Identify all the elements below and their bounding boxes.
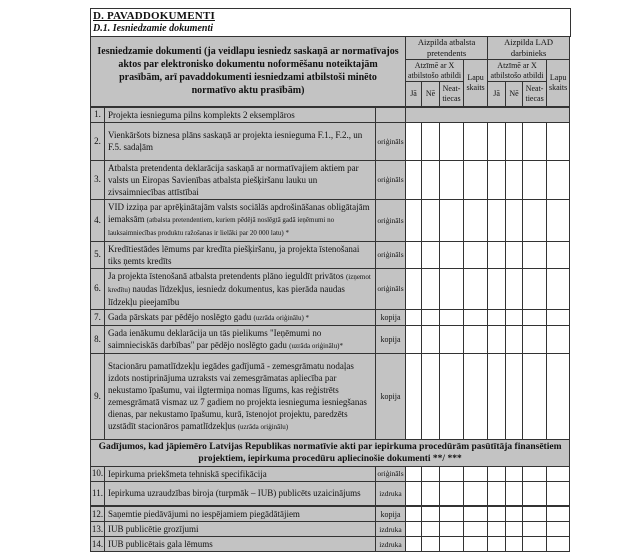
table-row [91, 353, 570, 439]
document-name [105, 309, 376, 325]
applicant-pages-header: Lapu skaits [464, 60, 488, 107]
lad-yes-cell[interactable] [488, 122, 506, 160]
lad-no-cell[interactable] [506, 537, 523, 552]
applicant-group-header: Aizpilda atbalsta pretendents [406, 37, 488, 60]
document-type: izdruka [376, 481, 406, 506]
applicant-na-cell[interactable] [440, 481, 464, 506]
document-type: kopija [376, 353, 406, 439]
table-row [91, 160, 570, 199]
applicant-yes-cell[interactable] [406, 241, 422, 268]
lad-na-cell[interactable] [523, 522, 547, 537]
table-row [91, 325, 570, 353]
applicant-na-cell[interactable] [440, 522, 464, 537]
document-type: izdruka [376, 537, 406, 552]
applicant-pages-cell[interactable] [464, 122, 488, 160]
applicant-yes-header: Jā [406, 82, 422, 107]
applicant-pages-cell[interactable] [464, 309, 488, 325]
procurement-section-row [91, 439, 570, 466]
lad-no-cell[interactable] [506, 466, 523, 481]
lad-yes-cell[interactable] [488, 537, 506, 552]
document-name: Vienkāršots biznesa plāns saskaņā ar projekta iesnieguma F.1., F.2., un F.5. sadaļām [105, 122, 376, 160]
procurement-section-header: Gadījumos, kad jāpiemēro Latvijas Republikas normatīvie akti par iepirkuma procedūrām pasūtītāja finansētiem projektiem, iepirkuma procedūru apliecinošie dokumenti **/ *** [91, 439, 570, 466]
lad-pages-cell[interactable] [547, 537, 570, 552]
lad-pages-cell[interactable] [547, 309, 570, 325]
applicant-no-cell[interactable] [422, 522, 440, 537]
row-number: 12. [91, 506, 105, 522]
applicant-no-cell[interactable] [422, 481, 440, 506]
document-text: Gada pārskats par pēdējo noslēgto gadu [108, 311, 254, 322]
applicant-no-cell[interactable] [422, 309, 440, 325]
document-text: VID izziņa par aprēķinātajām valsts sociālās apdrošināšanas obligātajām iemaksām [108, 202, 370, 224]
lad-na-cell[interactable] [523, 160, 547, 199]
row-number: 11. [91, 481, 105, 506]
lad-yes-cell[interactable] [488, 268, 506, 309]
document-type: oriģināls [376, 241, 406, 268]
lad-no-cell[interactable] [506, 481, 523, 506]
lad-yes-cell[interactable] [488, 160, 506, 199]
document-name [105, 199, 376, 241]
merged-gray-cell [406, 107, 570, 123]
applicant-pages-cell[interactable] [464, 506, 488, 522]
row-number: 9. [91, 353, 105, 439]
document-type: oriģināls [376, 160, 406, 199]
table-row [91, 309, 570, 325]
row-number: 13. [91, 522, 105, 537]
lad-pages-cell[interactable] [547, 466, 570, 481]
applicant-yes-cell[interactable] [406, 481, 422, 506]
lad-pages-cell[interactable] [547, 522, 570, 537]
row-number: 2. [91, 122, 105, 160]
lad-yes-cell[interactable] [488, 466, 506, 481]
lad-na-cell[interactable] [523, 241, 547, 268]
applicant-pages-cell[interactable] [464, 241, 488, 268]
lad-na-cell[interactable] [523, 353, 547, 439]
table-row [91, 199, 570, 241]
row-number: 6. [91, 268, 105, 309]
applicant-yes-cell[interactable] [406, 268, 422, 309]
row-number: 10. [91, 466, 105, 481]
applicant-pages-cell[interactable] [464, 199, 488, 241]
table-row [91, 241, 570, 268]
applicant-pages-cell[interactable] [464, 353, 488, 439]
applicant-na-cell[interactable] [440, 506, 464, 522]
applicant-no-cell[interactable] [422, 268, 440, 309]
documents-table [90, 36, 570, 552]
applicant-pages-cell[interactable] [464, 325, 488, 353]
lad-na-cell[interactable] [523, 122, 547, 160]
document-type: oriģināls [376, 466, 406, 481]
lad-no-cell[interactable] [506, 522, 523, 537]
applicant-na-cell[interactable] [440, 309, 464, 325]
lad-yes-cell[interactable] [488, 199, 506, 241]
row-number: 8. [91, 325, 105, 353]
applicant-yes-cell[interactable] [406, 309, 422, 325]
row-number: 14. [91, 537, 105, 552]
applicant-yes-cell[interactable] [406, 537, 422, 552]
applicant-no-cell[interactable] [422, 506, 440, 522]
document-name [105, 353, 376, 439]
document-name [105, 268, 376, 309]
applicant-no-cell[interactable] [422, 466, 440, 481]
document-text: Stacionāru pamatlīdzekļu iegādes gadījumā - zemesgrāmatu nodaļas izdots nostiprinājuma uzraksts vai zemesgrāmatas apliecība par nekustamo īpašumu, vai ilgtermiņa nomas līgums, kas reģistrēts zemesgrāmatā vismaz uz 7 gadiem no projekta iesnieguma iesniegšanas dienas, par nekustamo īpašumu, kurā, īstenojot projektu, paredzēts uzstādīt stacionāros pamatlīdzekļus [108, 360, 367, 431]
document-note: (uzrāda oriģinālu) * [253, 313, 310, 322]
lad-no-cell[interactable] [506, 122, 523, 160]
document-name: Atbalsta pretendenta deklarācija saskaņā ar normatīvajiem aktiem par valsts un Eiropas Savienības atbalsta piešķiršanu lauku un zivsaimniecības attīstībai [105, 160, 376, 199]
table-row [91, 522, 570, 537]
lad-pages-cell[interactable] [547, 506, 570, 522]
lad-na-cell[interactable] [523, 466, 547, 481]
lad-na-cell[interactable] [523, 268, 547, 309]
applicant-yes-cell[interactable] [406, 522, 422, 537]
table-row [91, 107, 570, 123]
lad-no-cell[interactable] [506, 160, 523, 199]
lad-pages-cell[interactable] [547, 199, 570, 241]
lad-na-cell[interactable] [523, 309, 547, 325]
applicant-na-cell[interactable] [440, 537, 464, 552]
document-note: (izņemot kredītu) [108, 272, 371, 294]
applicant-pages-cell[interactable] [464, 466, 488, 481]
applicant-pages-cell[interactable] [464, 537, 488, 552]
lad-no-cell[interactable] [506, 309, 523, 325]
section-subtitle: D.1. Iesniedzamie dokumenti [93, 23, 214, 34]
applicant-na-cell[interactable] [440, 199, 464, 241]
table-row [91, 537, 570, 552]
lad-na-cell[interactable] [523, 325, 547, 353]
lad-pages-cell[interactable] [547, 122, 570, 160]
lad-no-cell[interactable] [506, 199, 523, 241]
lad-group-header: Aizpilda LAD darbinieks [488, 37, 570, 60]
document-type: oriģināls [376, 199, 406, 241]
applicant-na-cell[interactable] [440, 241, 464, 268]
document-text: Gada ienākumu deklarācija un tās pielikums "Ieņēmumi no saimnieciskās darbības" par pēdējo noslēgto gadu [108, 327, 322, 350]
applicant-mark-x-header: Atzīmē ar X atbilstošo atbildi [406, 60, 464, 82]
lad-yes-header: Jā [488, 82, 506, 107]
lad-na-header: Neat-tiecas [523, 82, 547, 107]
document-name [105, 325, 376, 353]
lad-pages-cell[interactable] [547, 241, 570, 268]
lad-na-cell[interactable] [523, 199, 547, 241]
document-type [376, 107, 406, 123]
applicant-no-cell[interactable] [422, 537, 440, 552]
row-number: 7. [91, 309, 105, 325]
lad-no-cell[interactable] [506, 241, 523, 268]
lad-mark-x-header: Atzīmē ar X atbilstošo atbildi [488, 60, 547, 82]
lad-pages-cell[interactable] [547, 481, 570, 506]
document-text: Ja projekta īstenošanā atbalsta pretendents plāno ieguldīt privātos [108, 270, 346, 281]
applicant-yes-cell[interactable] [406, 122, 422, 160]
applicant-pages-cell[interactable] [464, 160, 488, 199]
applicant-na-cell[interactable] [440, 353, 464, 439]
applicant-pages-cell[interactable] [464, 268, 488, 309]
applicant-na-cell[interactable] [440, 268, 464, 309]
row-number: 1. [91, 107, 105, 123]
applicant-yes-cell[interactable] [406, 160, 422, 199]
applicant-na-cell[interactable] [440, 466, 464, 481]
document-name: Iepirkuma uzraudzības biroja (turpmāk – IUB) publicēts uzaicinājums [105, 481, 376, 506]
row-number: 4. [91, 199, 105, 241]
applicant-pages-cell[interactable] [464, 481, 488, 506]
document-note: (uzrāda oriģinālu) [237, 422, 289, 431]
document-name: Kredītiestādes lēmums par kredīta piešķiršanu, ja projekta īstenošanai tiks ņemts kredīts [105, 241, 376, 268]
document-type: oriģināls [376, 268, 406, 309]
lad-no-cell[interactable] [506, 268, 523, 309]
document-type: kopija [376, 325, 406, 353]
lad-yes-cell[interactable] [488, 353, 506, 439]
applicant-na-cell[interactable] [440, 122, 464, 160]
lad-yes-cell[interactable] [488, 522, 506, 537]
applicant-no-cell[interactable] [422, 199, 440, 241]
lad-no-cell[interactable] [506, 325, 523, 353]
document-name: Saņemtie piedāvājumi no iespējamiem piegādātājiem [105, 506, 376, 522]
section-header [90, 8, 571, 37]
lad-pages-header: Lapu skaits [547, 60, 570, 107]
table-row [91, 122, 570, 160]
document-type: kopija [376, 309, 406, 325]
lad-pages-cell[interactable] [547, 353, 570, 439]
applicant-yes-cell[interactable] [406, 506, 422, 522]
table-row [91, 506, 570, 522]
applicant-yes-cell[interactable] [406, 199, 422, 241]
applicant-no-cell[interactable] [422, 241, 440, 268]
applicant-no-cell[interactable] [422, 353, 440, 439]
document-type: kopija [376, 506, 406, 522]
lad-na-cell[interactable] [523, 481, 547, 506]
document-name: Projekta iesnieguma pilns komplekts 2 eksemplāros [105, 107, 376, 123]
lad-pages-cell[interactable] [547, 268, 570, 309]
lad-yes-cell[interactable] [488, 241, 506, 268]
lad-yes-cell[interactable] [488, 506, 506, 522]
document-note: (uzrāda oriģinālu)* [289, 341, 343, 350]
row-number: 3. [91, 160, 105, 199]
document-name: Iepirkuma priekšmeta tehniskā specifikācija [105, 466, 376, 481]
section-title: D. PAVADDOKUMENTI [93, 10, 215, 22]
lad-no-cell[interactable] [506, 506, 523, 522]
table-row [91, 466, 570, 481]
lad-yes-cell[interactable] [488, 325, 506, 353]
lad-yes-cell[interactable] [488, 481, 506, 506]
lad-na-cell[interactable] [523, 537, 547, 552]
applicant-no-cell[interactable] [422, 325, 440, 353]
documents-column-header: Iesniedzamie dokumenti (ja veidlapu iesniedz saskaņā ar normatīvajos aktos par elektronisko dokumentu noformēšanu noteiktajām prasībām, arī pavaddokumenti iesniedzami atbilstoši minēto normatīvo aktu prasībām) [91, 37, 406, 107]
document-name: IUB publicētais gala lēmums [105, 537, 376, 552]
applicant-na-cell[interactable] [440, 160, 464, 199]
lad-na-cell[interactable] [523, 506, 547, 522]
table-row [91, 481, 570, 506]
applicant-na-header: Neat-tiecas [440, 82, 464, 107]
applicant-yes-cell[interactable] [406, 466, 422, 481]
lad-pages-cell[interactable] [547, 160, 570, 199]
applicant-na-cell[interactable] [440, 325, 464, 353]
applicant-no-cell[interactable] [422, 160, 440, 199]
applicant-yes-cell[interactable] [406, 325, 422, 353]
lad-no-cell[interactable] [506, 353, 523, 439]
document-note: (atbalsta pretendentiem, kuriem pēdējā noslēgtā gadā ieņēmumi no lauksaimniecības produktu ražošanas ir lielāki par 20 000 latu) * [108, 216, 335, 237]
applicant-no-cell[interactable] [422, 122, 440, 160]
row-number: 5. [91, 241, 105, 268]
lad-pages-cell[interactable] [547, 325, 570, 353]
document-type: oriģināls [376, 122, 406, 160]
document-text-continued: naudas līdzekļus, iesniedz dokumentus, kas pierāda naudas līdzekļu pieejamību [108, 283, 345, 307]
document-type: izdruka [376, 522, 406, 537]
lad-no-header: Nē [506, 82, 523, 107]
applicant-pages-cell[interactable] [464, 522, 488, 537]
document-name: IUB publicētie grozījumi [105, 522, 376, 537]
applicant-no-header: Nē [422, 82, 440, 107]
lad-yes-cell[interactable] [488, 309, 506, 325]
applicant-yes-cell[interactable] [406, 353, 422, 439]
table-row [91, 268, 570, 309]
